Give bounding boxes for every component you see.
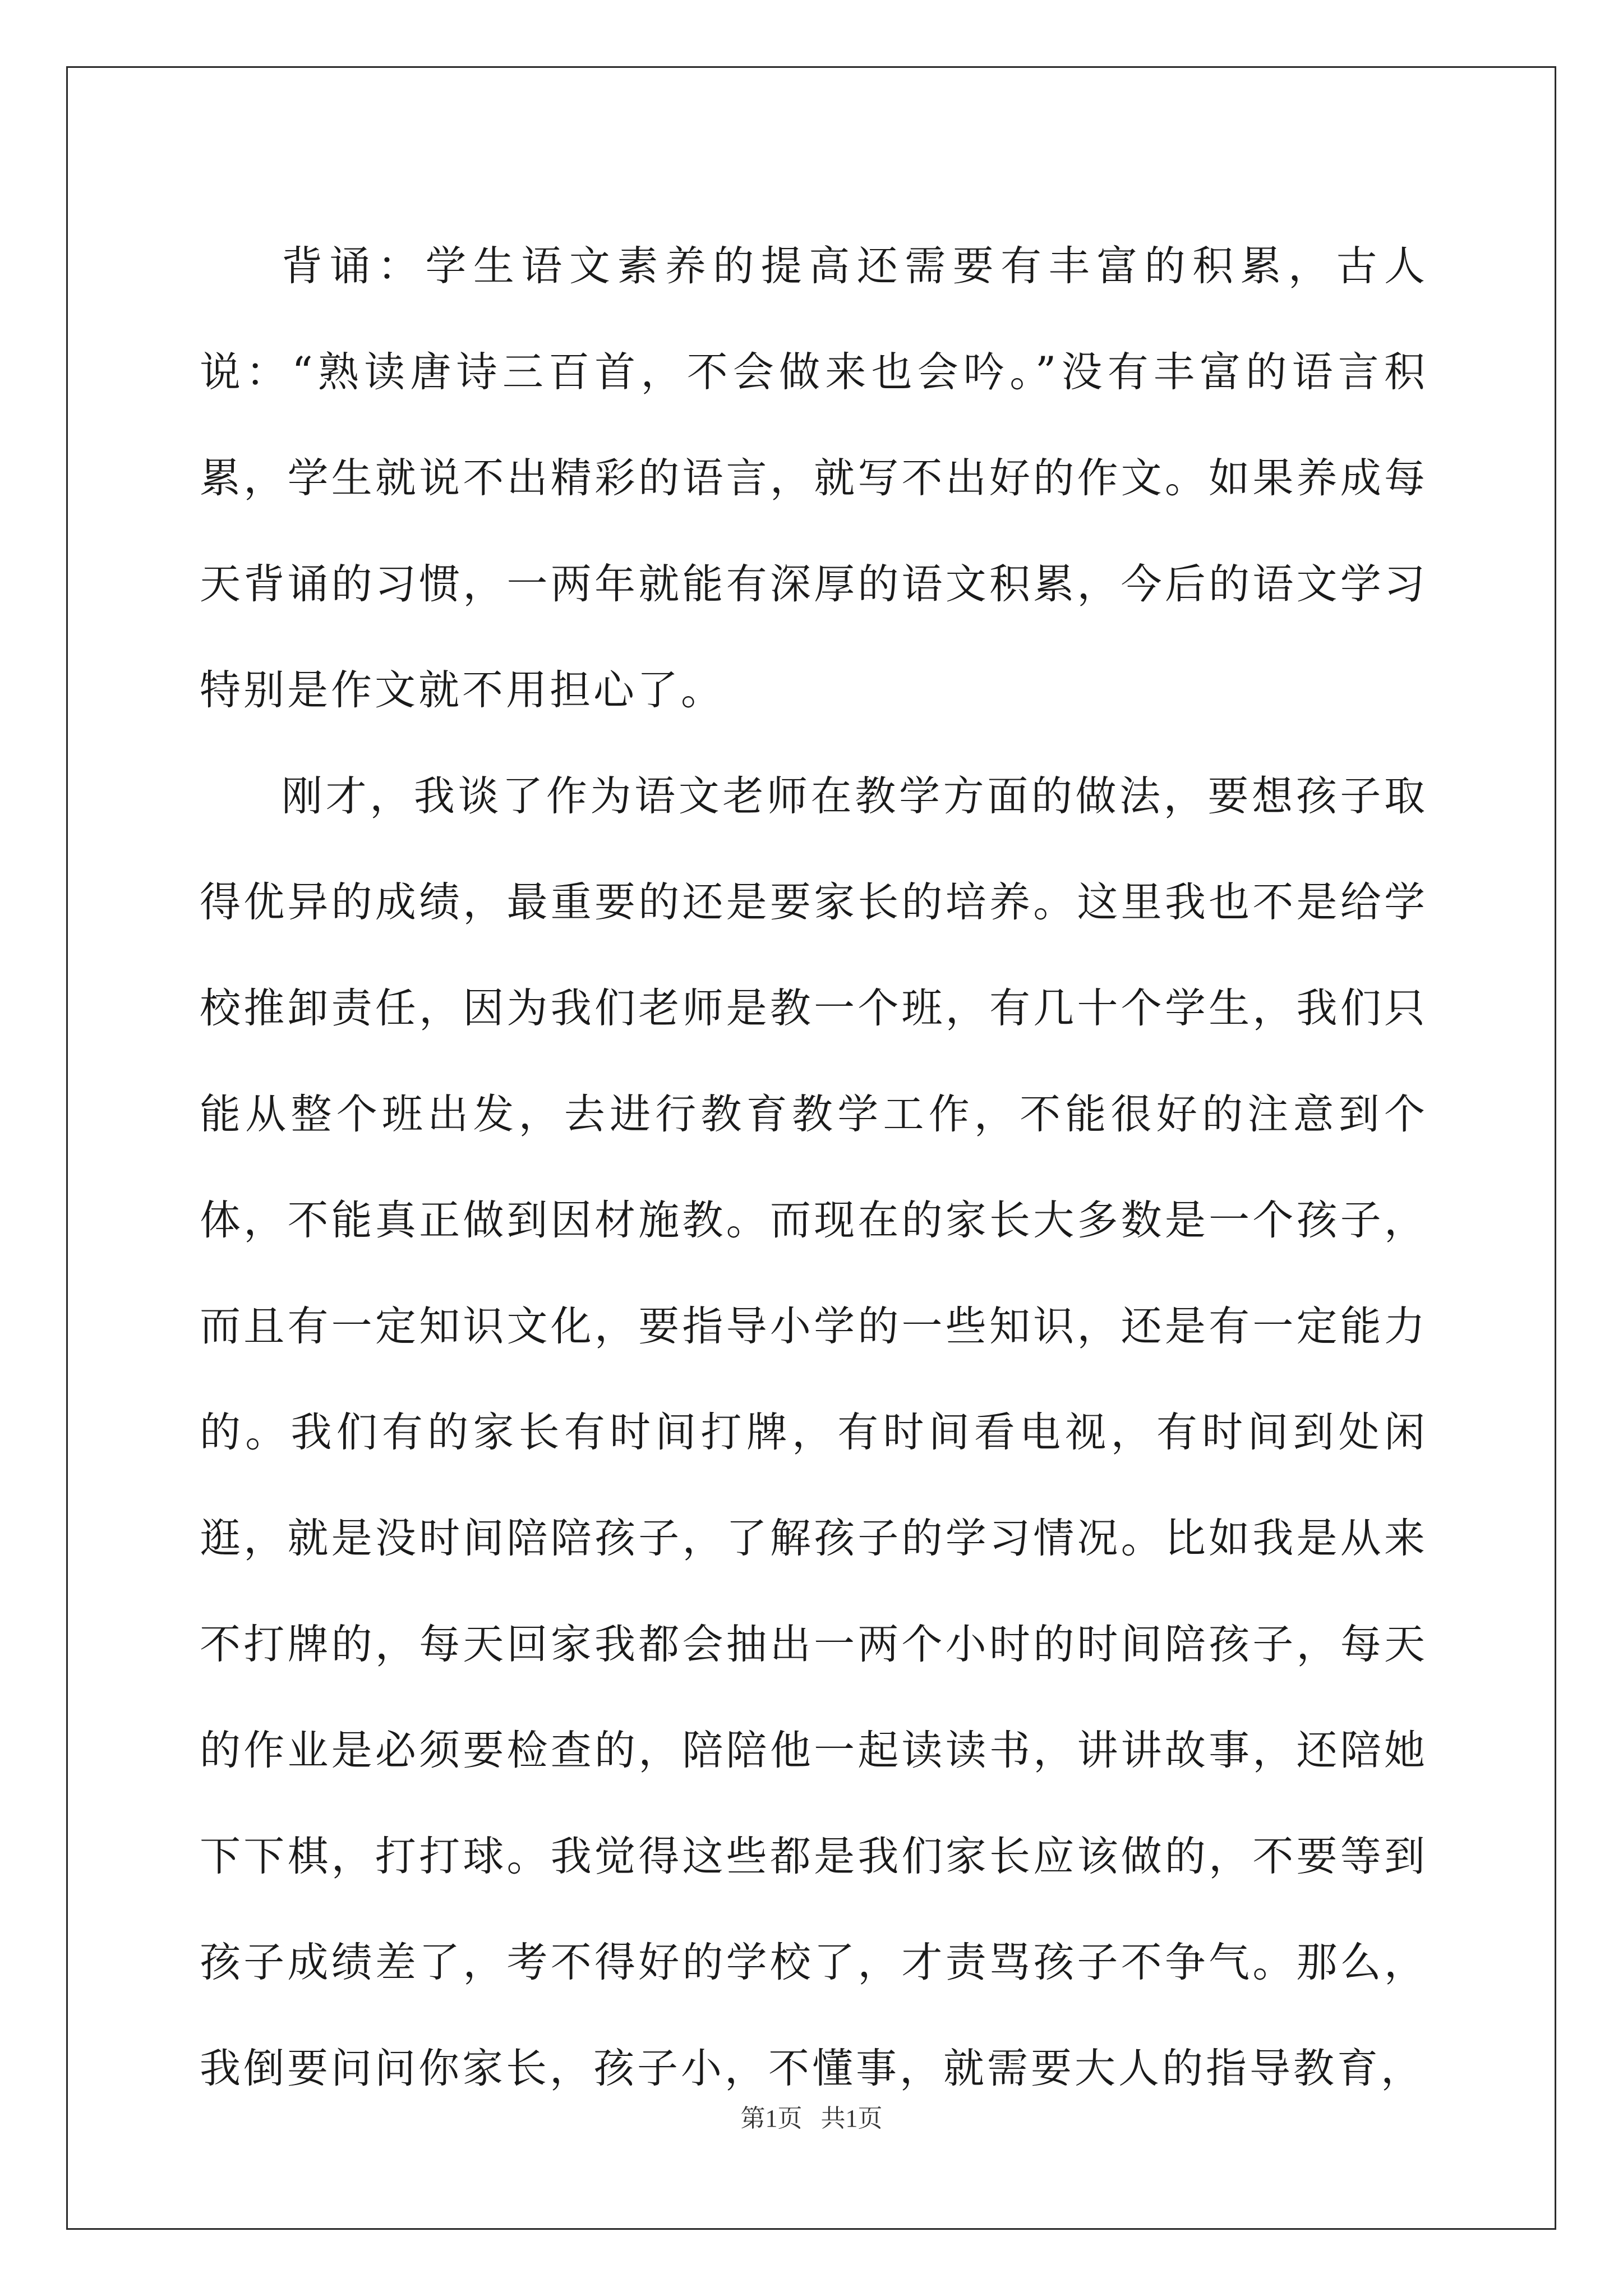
paragraph-recitation: 背诵：学生语文素养的提高还需要有丰富的积累，古人说：“熟读唐诗三百首，不会做来也会吟。”没有丰富的语言积累，学生就说不出精彩的语言，就写不出好的作文。如果养成每天背诵的习惯，一两年就能有深厚的语文积累，今后的语文学习特别是作文就不用担心了。	[200, 242, 1428, 714]
document-body	[200, 213, 1428, 2122]
paragraph-parent-guidance: 刚才，我谈了作为语文老师在教学方面的做法，要想孩子取得优异的成绩，最重要的还是要家长的培养。这里我也不是给学校推卸责任，因为我们老师是教一个班，有几十个学生，我们只能从整个班出发，去进行教育教学工作，不能很好的注意到个体，不能真正做到因材施教。而现在的家长大多数是一个孩子，而且有一定知识文化，要指导小学的一些知识，还是有一定能力的。我们有的家长有时间打牌，有时间看电视，有时间到处闲逛，就是没时间陪陪孩子，了解孩子的学习情况。比如我是从来不打牌的，每天回家我都会抽出一两个小时的时间陪孩子，每天的作业是必须要检查的，陪陪他一起读读书，讲讲故事，还陪她下下棋，打打球。我觉得这些都是我们家长应该做的，不要等到孩子成绩差了，考不得好的学校了，才责骂孩子不争气。那么，我倒要问问你家长，孩子小，不懂事，就需要大人的指导教育，	[200, 772, 1428, 2092]
page-number-footer: 第1页 共1页	[740, 2105, 883, 2132]
